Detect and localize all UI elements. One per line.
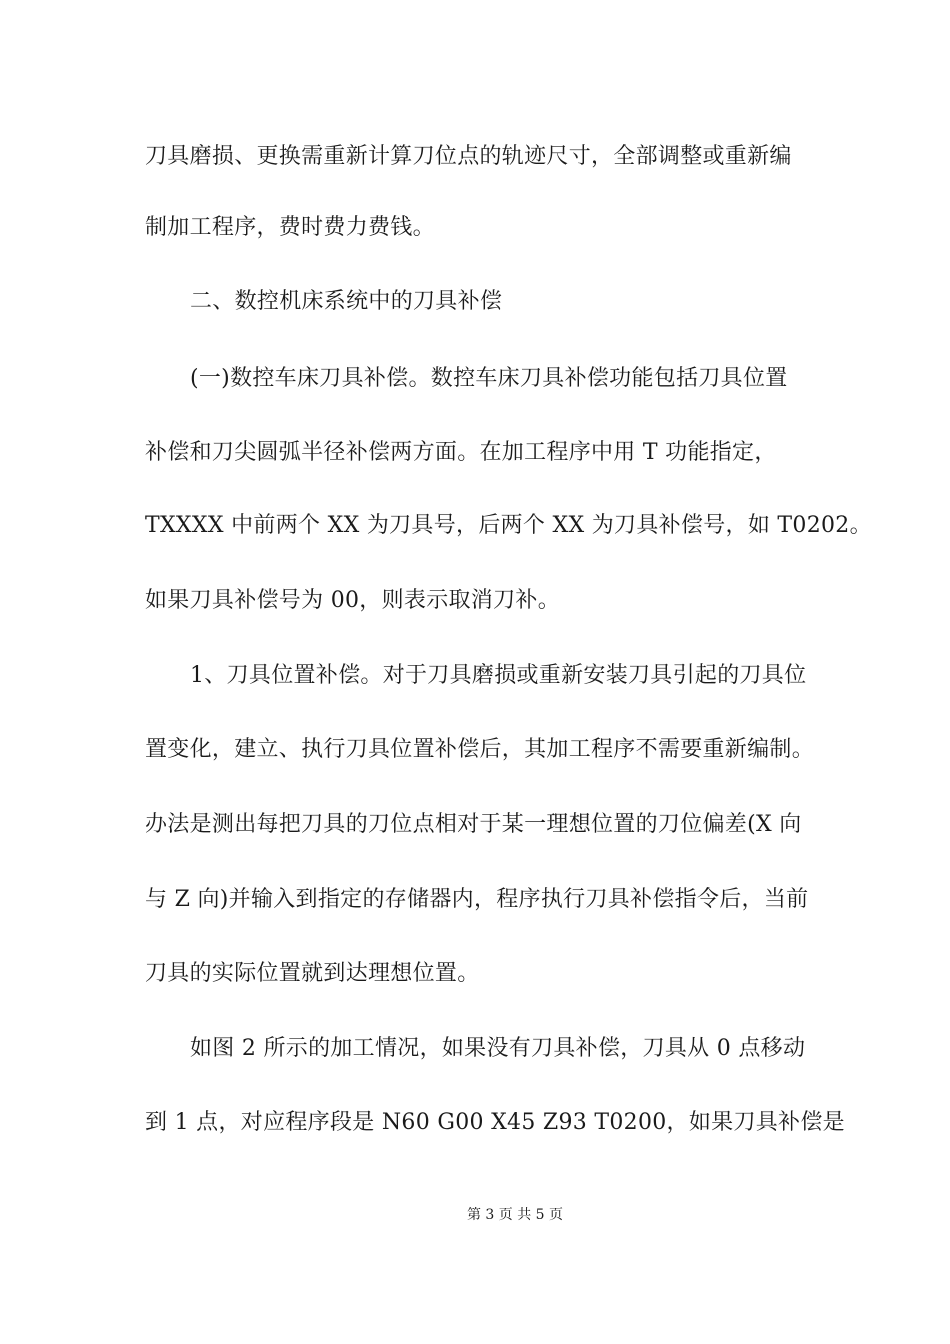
text-line: 制加工程序，费时费力费钱。 [145, 215, 435, 240]
text-line: 刀具的实际位置就到达理想位置。 [145, 961, 480, 986]
section-heading: 二、数控机床系统中的刀具补偿 [190, 289, 503, 314]
text-line: 如图 2 所示的加工情况，如果没有刀具补偿，刀具从 0 点移动 [190, 1036, 806, 1061]
text-line: TXXXX 中前两个 XX 为刀具号，后两个 XX 为刀具补偿号，如 T0202。 [145, 513, 872, 538]
text-line: 置变化，建立、执行刀具位置补偿后，其加工程序不需要重新编制。 [145, 737, 815, 762]
text-line: 刀具磨损、更换需重新计算刀位点的轨迹尺寸，全部调整或重新编 [145, 144, 792, 169]
text-line: 到 1 点，对应程序段是 N60 G00 X45 Z93 T0200，如果刀具补偿是 [145, 1110, 845, 1135]
text-line: 办法是测出每把刀具的刀位点相对于某一理想位置的刀位偏差(X 向 [145, 812, 802, 837]
text-line: 1、刀具位置补偿。对于刀具磨损或重新安装刀具引起的刀具位 [190, 663, 807, 688]
text-line: 如果刀具补偿号为 00，则表示取消刀补。 [145, 588, 560, 613]
text-line: (一)数控车床刀具补偿。数控车床刀具补偿功能包括刀具位置 [190, 366, 788, 391]
text-line: 与 Z 向)并输入到指定的存储器内，程序执行刀具补偿指令后，当前 [145, 887, 809, 912]
text-line: 补偿和刀尖圆弧半径补偿两方面。在加工程序中用 T 功能指定， [145, 440, 777, 465]
page-number-footer: 第 3 页 共 5 页 [466, 1207, 564, 1223]
